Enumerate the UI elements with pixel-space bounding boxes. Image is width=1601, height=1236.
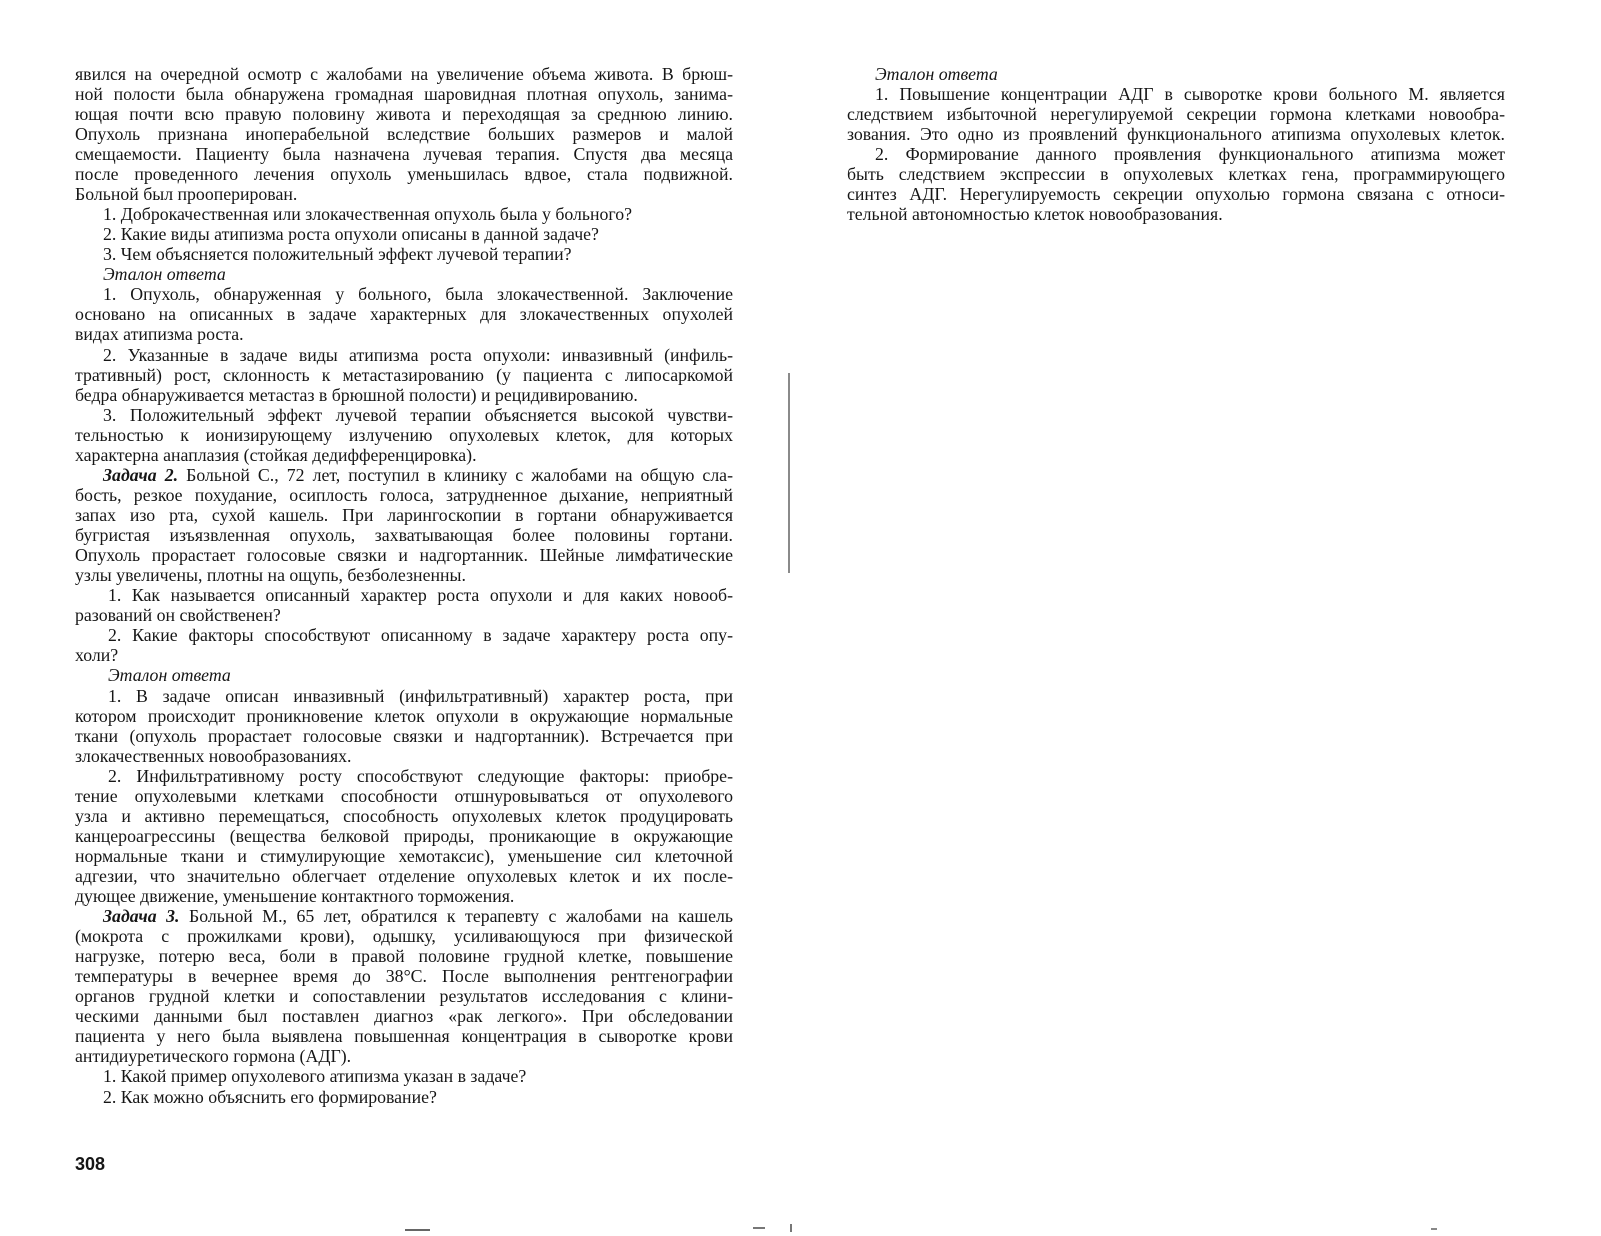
text-line: 1. В задаче описан инвазивный (инфильтративный) характер роста, при xyxy=(108,686,733,706)
task-label: Задача 3. xyxy=(103,906,180,926)
question-item: 2. Какие факторы способствуют описанному в задаче характеру роста опу- xyxy=(108,625,733,645)
text-line: запах изо рта, сухой кашель. При ларингоскопии в гортани обнаруживается xyxy=(75,505,733,525)
text-line: смещаемости. Пациенту была назначена лучевая терапия. Спустя два месяца xyxy=(75,144,733,164)
text-line: разований он свойственен? xyxy=(75,605,281,625)
left-column xyxy=(75,0,733,1236)
text-line: узлы увеличены, плотны на ощупь, безболезненны. xyxy=(75,565,466,585)
text-line: холи? xyxy=(75,645,119,665)
text-line: после проведенного лечения опухоль уменьшилась вдвое, стала подвижной. xyxy=(75,164,733,184)
scan-mark xyxy=(405,1229,430,1231)
text-line: 2. Инфильтративному росту способствуют следующие факторы: приобре- xyxy=(108,766,733,786)
text-line: синтез АДГ. Нерегулируемость секреции опухолью гормона связана с относи- xyxy=(847,184,1505,204)
question-item: 2. Какие виды атипизма роста опухоли описаны в данной задаче? xyxy=(103,224,599,244)
text-line: основано на описанных в задаче характерных для злокачественных опухолей xyxy=(75,304,733,324)
text-line: нормальные ткани и стимулирующие хемотаксис), уменьшение сил клеточной xyxy=(75,846,733,866)
text-line: котором происходит проникновение клеток опухоли в окружающие нормальные xyxy=(75,706,733,726)
text-line: Опухоль прорастает голосовые связки и надгортанник. Шейные лимфатические xyxy=(75,545,733,565)
task-2-heading-line xyxy=(103,465,733,485)
scan-mark xyxy=(1431,1228,1437,1230)
text-line: бедра обнаруживается метастаз в брюшной полости) и рецидивированию. xyxy=(75,385,638,405)
text-line: нагрузке, потерю веса, боли в правой половине грудной клетке, повышение xyxy=(75,946,733,966)
scan-mark xyxy=(790,1224,792,1232)
question-item: 1. Какой пример опухолевого атипизма указан в задаче? xyxy=(103,1066,527,1086)
text-line: 1. Опухоль, обнаруженная у больного, была злокачественной. Заключение xyxy=(103,284,733,304)
text-line: 2. Формирование данного проявления функционального атипизма может xyxy=(875,144,1505,164)
text-line: ткани (опухоль прорастает голосовые связки и надгортанник). Встречается при xyxy=(75,726,733,746)
question-item: 3. Чем объясняется положительный эффект лучевой терапии? xyxy=(103,244,572,264)
text-line: ческими данными был поставлен диагноз «рак легкого». При обследовании xyxy=(75,1006,733,1026)
text-line: антидиуретического гормона (АДГ). xyxy=(75,1046,352,1066)
text-line: видах атипизма роста. xyxy=(75,324,244,344)
text-line: узла и активно перемещаться, способность опухолевых клеток продуцировать xyxy=(75,806,733,826)
text-line: Больной был прооперирован. xyxy=(75,184,298,204)
question-item: 1. Как называется описанный характер роста опухоли и для каких новооб- xyxy=(108,585,733,605)
text-line: тративный) рост, склонность к метастазированию (у пациента с липосаркомой xyxy=(75,365,733,385)
text-line: быть следствием экспрессии в опухолевых клетках гена, программирующего xyxy=(847,164,1505,184)
text-line: тение опухолевыми клетками способности отшнуровываться от опухолевого xyxy=(75,786,733,806)
text-line: характерна анаплазия (стойкая дедифференцировка). xyxy=(75,445,477,465)
text-line: злокачественных новообразованиях. xyxy=(75,746,352,766)
task-3-heading-line xyxy=(103,906,733,926)
answer-heading: Эталон ответа xyxy=(875,64,998,84)
text-line: следствием избыточной нерегулируемой секреции гормона клетками новообра- xyxy=(847,104,1505,124)
right-column xyxy=(847,0,1505,1236)
text-line: тельностью к ионизирующему излучению опухолевых клеток, для которых xyxy=(75,425,733,445)
question-item: 1. Доброкачественная или злокачественная опухоль была у больного? xyxy=(103,204,633,224)
text-line: 2. Указанные в задаче виды атипизма роста опухоли: инвазивный (инфиль- xyxy=(103,345,733,365)
text-line: (мокрота с прожилками крови), одышку, усиливающуюся при физической xyxy=(75,926,733,946)
question-item: 2. Как можно объяснить его формирование? xyxy=(103,1087,437,1107)
text-line: канцероагрессины (вещества белковой природы, проникающие в окружающие xyxy=(75,826,733,846)
text-line: органов грудной клетки и сопоставлении результатов исследования с клини- xyxy=(75,986,733,1006)
text-run: Больной М., 65 лет, обратился к терапевту с жалобами на кашель xyxy=(179,906,733,926)
answer-heading: Эталон ответа xyxy=(103,264,226,284)
spine-shadow-line xyxy=(788,373,790,573)
scan-mark xyxy=(753,1227,765,1229)
answer-heading: Эталон ответа xyxy=(108,665,231,685)
text-line: ной полости была обнаружена громадная шаровидная плотная опухоль, занима- xyxy=(75,84,733,104)
text-line: Опухоль признана иноперабельной вследствие больших размеров и малой xyxy=(75,124,733,144)
text-line: ющая почти всю правую половину живота и переходящая за среднюю линию. xyxy=(75,104,733,124)
text-line: адгезии, что значительно облегчает отделение опухолевых клеток и их после- xyxy=(75,866,733,886)
text-line: бость, резкое похудание, осиплость голоса, затрудненное дыхание, неприятный xyxy=(75,485,733,505)
text-line: дующее движение, уменьшение контактного торможения. xyxy=(75,886,515,906)
task-label: Задача 2. xyxy=(103,465,179,485)
text-line: тельной автономностью клеток новообразования. xyxy=(847,204,1223,224)
text-line: бугристая изъязвленная опухоль, захватывающая более половины гортани. xyxy=(75,525,733,545)
text-line: температуры в вечернее время до 38°С. После выполнения рентгенографии xyxy=(75,966,733,986)
text-line: пациента у него была выявлена повышенная концентрация в сыворотке крови xyxy=(75,1026,733,1046)
page-number: 308 xyxy=(75,1154,106,1174)
text-line: 3. Положительный эффект лучевой терапии объясняется высокой чувстви- xyxy=(103,405,733,425)
text-line: явился на очередной осмотр с жалобами на увеличение объема живота. В брюш- xyxy=(75,64,733,84)
text-line: зования. Это одно из проявлений функционального атипизма опухолевых клеток. xyxy=(847,124,1505,144)
text-run: Больной С., 72 лет, поступил в клинику с жалобами на общую сла- xyxy=(178,465,734,485)
text-line: 1. Повышение концентрации АДГ в сыворотке крови больного М. является xyxy=(875,84,1505,104)
